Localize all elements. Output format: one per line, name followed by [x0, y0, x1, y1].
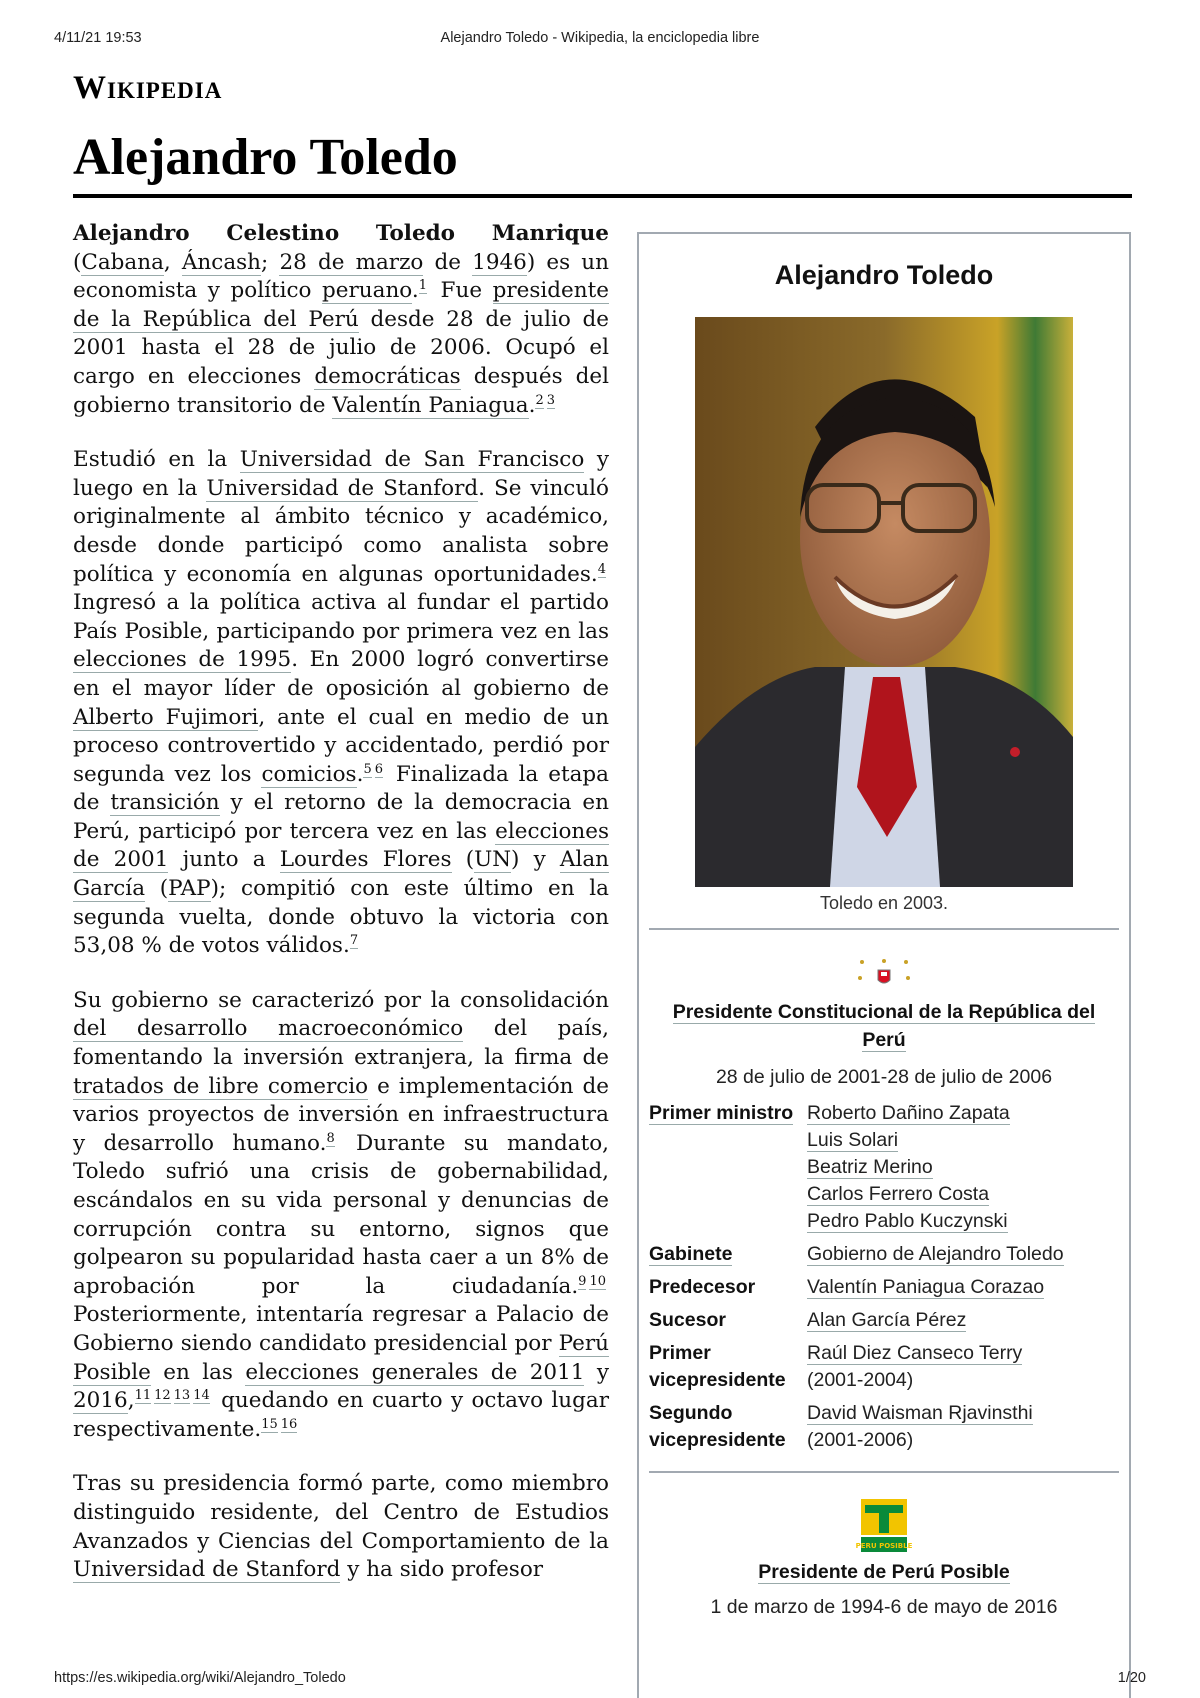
text: Durante su mandato, Toledo sufrió una crisis de gobernabilidad, escándalos en su vida personal y denuncias de corrupción contra su entorno, signos que golpearon su popularidad hasta caer a un 8% de aprobación por la ciudadanía. — [73, 1130, 609, 1299]
ref-link[interactable]: 8 — [326, 1130, 335, 1146]
reference — [135, 1388, 213, 1403]
text: ); compitió con este último en la segunda vuelta, donde obtuvo la victoria con 53,08 % de votos válidos. — [73, 876, 609, 959]
ref-link[interactable]: 9 — [578, 1273, 587, 1289]
text: desde 28 de julio de 2001 hasta el 28 de julio de 2006. Ocupó el cargo en elecciones — [73, 306, 609, 389]
text: y — [584, 1359, 609, 1385]
ref-link[interactable]: 12 — [154, 1388, 171, 1404]
link-un[interactable]: UN — [474, 847, 512, 873]
sucesor-link[interactable]: Alan García Pérez — [807, 1309, 967, 1331]
row-label — [649, 1097, 807, 1238]
link-stanford[interactable]: Universidad de Stanford — [73, 1557, 341, 1583]
pm-link[interactable]: Beatriz Merino — [807, 1156, 933, 1178]
text: Fue — [430, 278, 493, 304]
text: e implementación de varios proyectos de inversión en infraestructura y desarrollo humano. — [73, 1073, 609, 1156]
link-stanford[interactable]: Universidad de Stanford — [206, 475, 479, 501]
article-paragraph — [73, 987, 609, 1445]
vp1-link[interactable]: Raúl Diez Canseco Terry — [807, 1342, 1023, 1364]
link-birth-year[interactable]: 1946 — [472, 249, 527, 275]
text: quedando en cuarto y octavo lugar respectivamente. — [73, 1388, 609, 1442]
reference — [363, 762, 386, 777]
office-link-2[interactable]: Presidente de Perú Posible — [758, 1561, 1010, 1583]
infobox-divider — [649, 928, 1119, 930]
row-value — [807, 1097, 1119, 1238]
reference — [326, 1131, 337, 1146]
link-tlc[interactable]: tratados de libre comercio — [73, 1073, 369, 1099]
reference — [350, 933, 361, 948]
print-url: https://es.wikipedia.org/wiki/Alejandro_Toledo — [54, 1670, 346, 1686]
text: Posteriormente, intentaría regresar a Palacio de Gobierno siendo candidato presidencial por — [73, 1302, 609, 1356]
title-divider — [73, 194, 1132, 198]
office-term-2: 1 de marzo de 1994-6 de mayo de 2016 — [710, 1596, 1058, 1618]
text: ; — [261, 249, 280, 275]
text: . — [356, 761, 364, 787]
text: de — [423, 249, 473, 275]
link-desarrollo[interactable]: del desarrollo macroeconómico — [73, 1016, 464, 1042]
text: . Se vinculó originalmente al ámbito técnico y académico, desde donde participó como analista sobre política y economía en algunas oportunidades. — [73, 475, 610, 587]
ref-link[interactable]: 3 — [546, 392, 556, 408]
infobox-table — [649, 1097, 1119, 1457]
link-cabana[interactable]: Cabana — [81, 249, 164, 275]
row-label: Predecesor — [649, 1276, 756, 1298]
text: . — [528, 392, 536, 418]
link-democraticas[interactable]: democráticas — [314, 363, 461, 389]
ref-link[interactable]: 4 — [597, 561, 606, 577]
text: Finalizada la etapa de — [73, 761, 609, 816]
text: ) y — [511, 847, 560, 873]
row-label: Sucesor — [649, 1309, 726, 1331]
link-alan-garcia[interactable]: Alan García — [73, 847, 609, 902]
link-peru-posible[interactable]: Perú Posible — [73, 1330, 609, 1385]
article-body — [73, 220, 609, 1611]
vp2-link[interactable]: David Waisman Rjavinsthi — [807, 1402, 1033, 1424]
row-value — [807, 1304, 1119, 1337]
reference — [598, 562, 609, 577]
link-fujimori[interactable]: Alberto Fujimori — [73, 704, 259, 730]
print-page-title: Alejandro Toledo - Wikipedia, la enciclopedia libre — [440, 30, 760, 46]
link-usf[interactable]: Universidad de San Francisco — [239, 447, 585, 473]
peru-posible-logo-icon — [855, 1497, 913, 1553]
text: Estudió en la — [73, 447, 240, 473]
predecesor-link[interactable]: Valentín Paniagua Corazao — [807, 1276, 1045, 1298]
ref-link[interactable]: 14 — [193, 1388, 210, 1404]
text: y ha sido profesor — [340, 1557, 544, 1583]
text: , — [127, 1388, 135, 1414]
page-title: Alejandro Toledo — [73, 129, 458, 186]
article-paragraph — [73, 220, 609, 420]
text: Su gobierno se caracterizó por la consolidación — [73, 987, 609, 1013]
text: . En 2000 logró convertirse en el mayor líder de oposición al gobierno de — [73, 647, 610, 701]
row-label-link[interactable]: Primer ministro — [649, 1102, 794, 1124]
text: ( — [73, 249, 82, 275]
infobox-row-sucesor — [649, 1304, 1119, 1337]
pm-link[interactable]: Pedro Pablo Kuczynski — [807, 1210, 1008, 1232]
text: Tras su presidencia formó parte, como miembro distinguido residente, del Centro de Estudios Avanzados y Ciencias del Comportamiento de la — [73, 1471, 609, 1554]
link-transicion[interactable]: transición — [110, 790, 220, 816]
ref-link[interactable]: 16 — [280, 1416, 298, 1432]
office-link[interactable]: Presidente Constitucional de la República del Perú — [672, 1001, 1096, 1051]
text: del país, fomentando la inversión extranjera, la firma de — [73, 1016, 609, 1071]
article-paragraph — [73, 446, 609, 961]
ref-link[interactable]: 6 — [374, 761, 383, 777]
office-title-2 — [639, 1561, 1129, 1584]
pm-link[interactable]: Carlos Ferrero Costa — [807, 1183, 990, 1205]
peru-coat-of-arms-icon — [854, 958, 914, 988]
ref-link[interactable]: 15 — [261, 1416, 278, 1432]
link-peruano[interactable]: peruano — [322, 278, 412, 304]
print-page-number: 1/20 — [1117, 1670, 1146, 1686]
text: , — [163, 249, 182, 275]
link-paniagua[interactable]: Valentín Paniagua — [332, 392, 529, 418]
print-header — [54, 30, 1146, 50]
subject-name: Alejandro Celestino Toledo Manrique — [73, 221, 609, 246]
text: junto a — [168, 847, 280, 873]
infobox-row-segundo-vicepresidente — [649, 1397, 1119, 1457]
text: . — [411, 278, 419, 304]
link-pap[interactable]: PAP — [168, 876, 211, 902]
ref-link[interactable]: 10 — [589, 1273, 606, 1289]
link-ancash[interactable]: Áncash — [181, 249, 262, 275]
text: , ante el cual en medio de un proceso controvertido y accidentado, perdió por segunda vez los — [73, 704, 609, 787]
text: Ingresó a la política activa al fundar el partido País Posible, participando por primera vez en las — [73, 590, 609, 644]
print-footer — [54, 1670, 1146, 1690]
infobox-row-primer-ministro — [649, 1097, 1119, 1238]
office-title — [659, 998, 1109, 1054]
text: en las — [150, 1359, 246, 1385]
ref-link[interactable]: 11 — [134, 1388, 152, 1404]
row-label: Primer vicepresidente — [649, 1342, 786, 1391]
vp2-years: (2001-2006) — [807, 1429, 914, 1451]
print-datetime: 4/11/21 19:53 — [54, 30, 142, 46]
text: y luego en la — [73, 447, 609, 501]
pm-link[interactable]: Luis Solari — [807, 1129, 899, 1151]
article-paragraph — [73, 1470, 609, 1584]
row-value — [807, 1271, 1119, 1304]
reference — [578, 1274, 609, 1289]
ref-link[interactable]: 2 — [535, 392, 544, 408]
link-elecciones-2011[interactable]: elecciones generales de 2011 — [245, 1359, 585, 1385]
row-value — [807, 1238, 1119, 1271]
office-term: 28 de julio de 2001-28 de julio de 2006 — [715, 1066, 1053, 1088]
photo-caption: Toledo en 2003. — [819, 893, 949, 913]
ref-link[interactable]: 1 — [418, 278, 427, 294]
text: ) es un economista y político — [73, 249, 610, 304]
link-presidente[interactable]: presidente de la República del Perú — [73, 278, 609, 332]
gabinete-link[interactable]: Gobierno de Alejandro Toledo — [807, 1243, 1064, 1265]
link-elecciones-2001[interactable]: elecciones de 2001 — [73, 818, 609, 873]
text: ( — [145, 876, 169, 902]
portrait-photo[interactable] — [695, 317, 1073, 887]
link-2016[interactable]: 2016 — [73, 1388, 128, 1414]
ref-link[interactable]: 13 — [173, 1388, 191, 1404]
infobox-row-predecesor — [649, 1271, 1119, 1304]
row-value — [807, 1337, 1119, 1397]
row-label-link[interactable]: Gabinete — [649, 1243, 733, 1265]
infobox-row-primer-vicepresidente — [649, 1337, 1119, 1397]
infobox-row-gabinete — [649, 1238, 1119, 1271]
link-birth-date[interactable]: 28 de marzo — [279, 249, 424, 275]
reference — [535, 393, 558, 408]
infobox-divider — [649, 1471, 1119, 1473]
row-value — [807, 1397, 1119, 1457]
vp1-years: (2001-2004) — [807, 1369, 914, 1391]
reference — [419, 278, 430, 293]
row-label — [649, 1238, 807, 1271]
row-label: Segundo vicepresidente — [649, 1402, 786, 1451]
infobox — [637, 232, 1131, 1698]
pm-link[interactable]: Roberto Dañino Zapata — [807, 1102, 1010, 1124]
link-comicios[interactable]: comicios — [261, 761, 357, 787]
reference — [261, 1417, 300, 1432]
wikipedia-logo[interactable]: Wikipedia — [73, 70, 223, 106]
link-lourdes-flores[interactable]: Lourdes Flores — [279, 847, 452, 873]
ref-link[interactable]: 7 — [349, 933, 359, 949]
ref-link[interactable]: 5 — [363, 761, 372, 777]
link-elecciones-1995[interactable]: elecciones de 1995 — [73, 647, 292, 673]
infobox-name: Alejandro Toledo — [774, 260, 994, 290]
logo-text: PERU POSIBLE — [855, 1542, 913, 1550]
text: y el retorno de la democracia en Perú, participó por tercera vez en las — [73, 790, 609, 844]
text: después del gobierno transitorio de — [73, 363, 610, 418]
text: ( — [451, 847, 475, 873]
